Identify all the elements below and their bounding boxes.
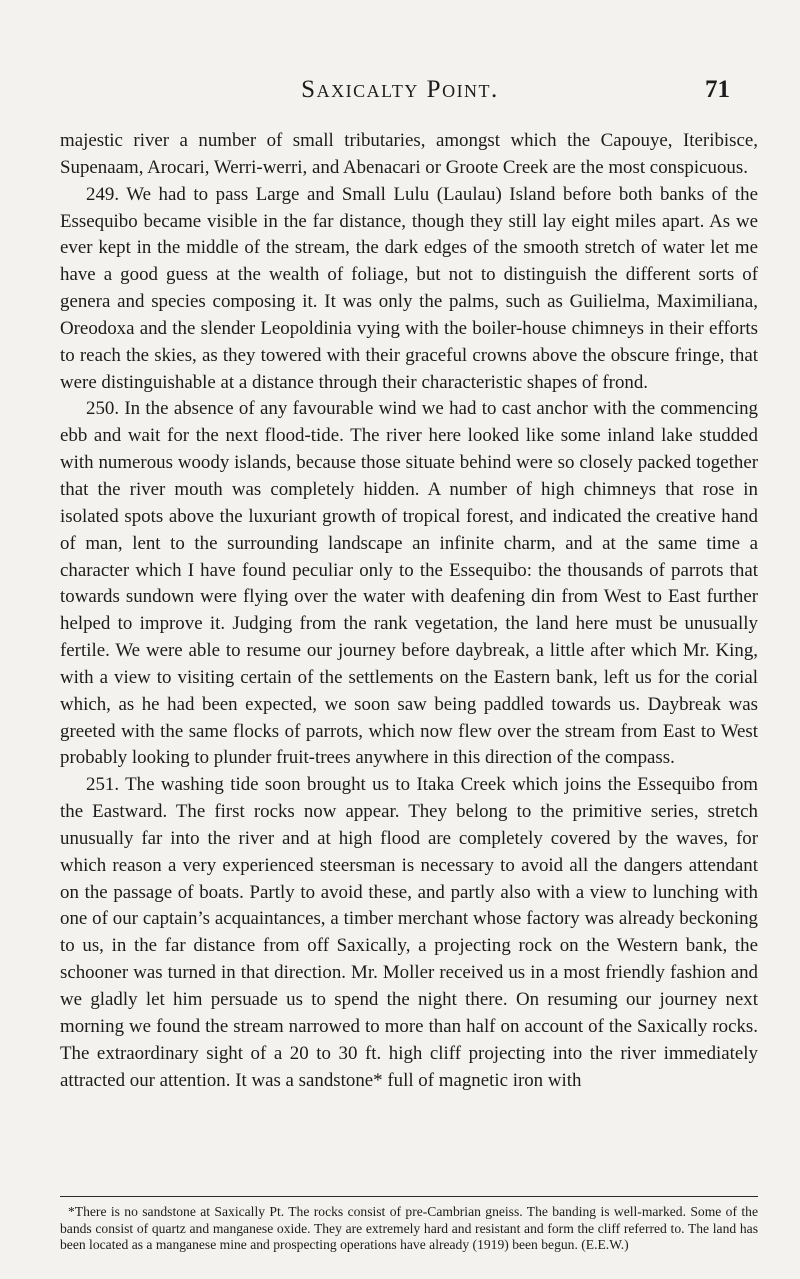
footnote: *There is no sandstone at Saxically Pt. The rocks consist of pre-Cambrian gneiss. The banding is well-marked. Some of the bands consist of quartz and manganese oxide. They are extremely hard and resistant and form the cliff referred to. The land has been located as a manganese mine and prospecting operations have already (1919) been begun. (E.E.W.) xyxy=(60,1204,758,1252)
page-number: 71 xyxy=(705,76,730,103)
paragraph-continuation: majestic river a number of small tributaries, amongst which the Capouye, Iteribisce, Supenaam, Arocari, Werri-werri, and Abenacari or Groote Creek are the most conspicuous. xyxy=(60,130,758,178)
paragraph-249: 249. We had to pass Large and Small Lulu (Laulau) Island before both banks of the Essequibo became visible in the far distance, though they still lay eight miles apart. As we ever kept in the middle of the stream, the dark edges of the smooth stretch of water let me have a good guess at the wealth of foliage, but not to distinguish the different sorts of genera and species composing it. It was only the palms, such as Guilielma, Maximiliana, Oreodoxa and the slender Leopoldinia vying with the boiler-house chimneys in their efforts to reach the skies, as they towered with their graceful crowns above the obscure fringe, that were distinguishable at a distance through their characteristic shapes of frond. xyxy=(60,183,758,393)
paragraph-251: 251. The washing tide soon brought us to Itaka Creek which joins the Essequibo from the Eastward. The first rocks now appear. They belong to the primitive series, stretch unusually far into the river and at high flood are completely covered by the waves, for which reason a very experienced steersman is necessary to avoid all the dangers attendant on the passage of boats. Partly to avoid these, and partly also with a view to lunching with one of our captain’s acquaintances, a timber merchant whose factory was already beckoning to us, in the far distance from off Saxically, a projecting rock on the Western bank, the schooner was turned in that direction. Mr. Moller received us in a most friendly fashion and we gladly let him persuade us to spend the night there. On resuming our journey next morning we found the stream narrowed to more than half on account of the Saxically rocks. The extraordinary sight of a 20 to 30 ft. high cliff projecting into the river immediately attracted our attention. It was a sandstone* full of magnetic iron with xyxy=(60,774,758,1091)
running-title: Saxicalty Point. xyxy=(301,76,499,103)
running-head xyxy=(0,76,800,116)
footnote-divider xyxy=(60,1196,758,1197)
paragraph-250: 250. In the absence of any favourable wind we had to cast anchor with the commencing ebb and wait for the next flood-tide. The river here looked like some inland lake studded with numerous woody islands, because those situate behind were so closely packed together that the river mouth was completely hidden. A number of high chimneys that rose in isolated spots above the luxuriant growth of tropical forest, and indicated the creative hand of man, lent to the surrounding landscape an infinite charm, and at the same time a character which I have found peculiar only to the Essequibo: the thousands of parrots that towards sundown were flying over the water with deafening din from West to East further helped to improve it. Judging from the rank vegetation, the land here must be unusually fertile. We were able to resume our journey before daybreak, a little after which Mr. King, with a view to visiting certain of the settlements on the Eastern bank, left us for the corial which, as he had been expected, we soon saw being paddled towards us. Daybreak was greeted with the same flocks of parrots, which now flew over the stream from East to West probably looking to plunder fruit-trees anywhere in this direction of the compass. xyxy=(60,398,758,769)
body-text xyxy=(60,128,758,1094)
